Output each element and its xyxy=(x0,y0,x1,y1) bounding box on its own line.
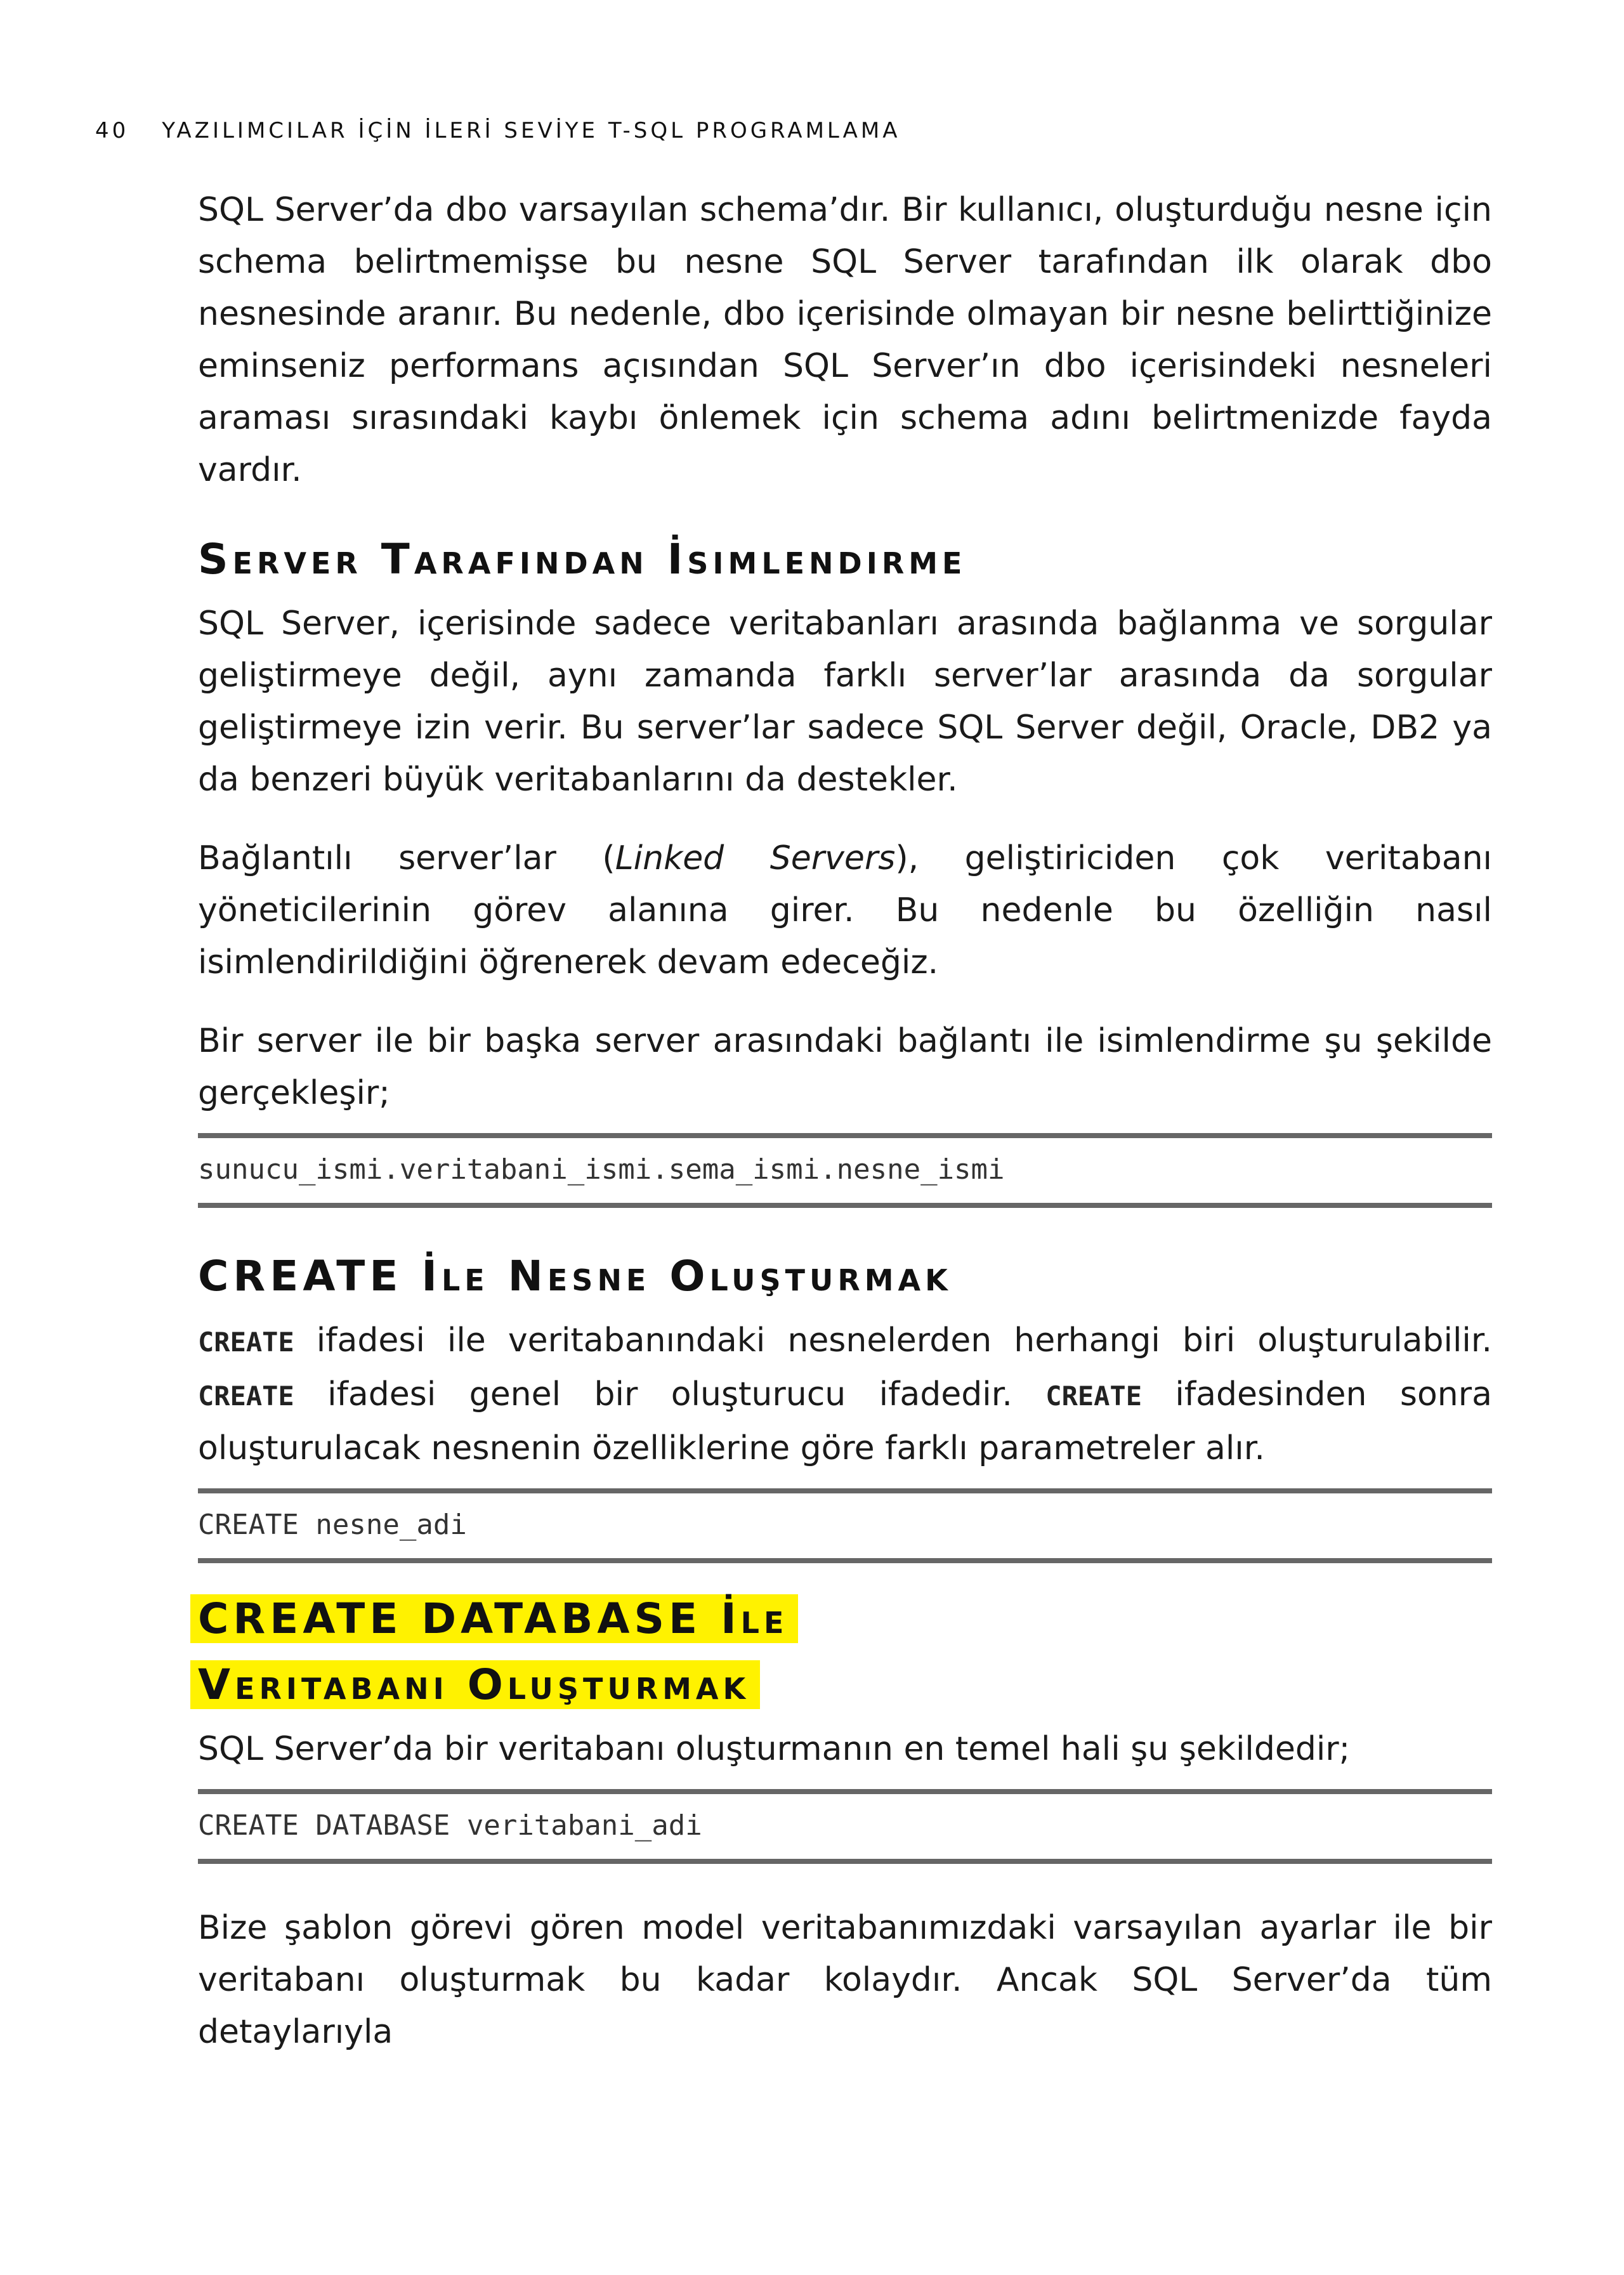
paragraph-text: ifadesi genel bir oluşturucu ifadedir. xyxy=(294,1375,1046,1413)
section-title-create-object: CREATE İle Nesne Oluşturmak xyxy=(198,1252,952,1301)
page-content xyxy=(198,184,1492,2085)
create-keyword: CREATE xyxy=(198,1327,294,1358)
paragraph-text: ), geliştiriciden çok veritabanı yöneticilerinin görev alanına girer. Bu nedenle bu özelliğin nasıl isimlendirildiğini öğrenerek devam edeceğiz. xyxy=(198,839,1492,981)
paragraph-text: Bağlantılı server’lar ( xyxy=(198,839,615,877)
server-naming-paragraph-2 xyxy=(198,832,1492,988)
code-block-server-naming: sunucu_ismi.veritabani_ismi.sema_ismi.nesne_ismi xyxy=(198,1133,1492,1208)
server-naming-paragraph-3: Bir server ile bir başka server arasındaki bağlantı ile isimlendirme şu şekilde gerçekleşir; xyxy=(198,1022,1492,1112)
intro-paragraph: SQL Server’da dbo varsayılan schema’dır. Bir kullanıcı, oluşturduğu nesne için schema belirtmemişse bu nesne SQL Server tarafından ilk olarak dbo nesnesinde aranır. Bu nedenle, dbo içerisinde olmayan bir nesne belirttiğinize eminseniz performans açısından SQL Server’ın dbo içerisindeki nesneleri araması sırasındaki kaybı önlemek için schema adını belirtmenizde fayda vardır. xyxy=(198,191,1492,489)
section-title-create-database xyxy=(190,1586,1492,1718)
linked-servers-term: Linked Servers xyxy=(615,839,896,877)
paragraph-text: ifadesi ile veritabanındaki nesnelerden herhangi biri oluşturulabilir. xyxy=(294,1321,1492,1360)
create-database-paragraph-2: Bize şablon görevi gören model veritabanımızdaki varsayılan ayarlar ile bir veritabanı oluşturmak bu kadar kolaydır. Ancak SQL Server’da tüm detaylarıyla xyxy=(198,1909,1492,2051)
code-block-create-object: CREATE nesne_adi xyxy=(198,1488,1492,1563)
create-database-paragraph-1: SQL Server’da bir veritabanı oluşturmanın en temel hali şu şekildedir; xyxy=(198,1730,1351,1768)
paragraph-text: ifadesinden sonra oluşturulacak nesnenin özelliklerine göre farklı parametreler alır. xyxy=(198,1375,1492,1467)
create-object-paragraph xyxy=(198,1315,1492,1474)
running-header xyxy=(95,118,900,143)
highlighted-title-line-2: Veritabanı Oluşturmak xyxy=(190,1660,760,1709)
code-block-create-database: CREATE DATABASE veritabani_adi xyxy=(198,1789,1492,1864)
server-naming-paragraph-1: SQL Server, içerisinde sadece veritabanları arasında bağlanma ve sorgular geliştirmeye değil, aynı zamanda farklı server’lar arasında da sorgular geliştirmeye izin verir. Bu server’lar sadece SQL Server değil, Oracle, DB2 ya da benzeri büyük veritabanlarını da destekler. xyxy=(198,605,1492,799)
book-title: YAZILIMCILAR İÇİN İLERİ SEVİYE T-SQL PROGRAMLAMA xyxy=(162,118,901,143)
highlighted-title-line-1: CREATE DATABASE İle xyxy=(190,1594,798,1643)
page-number: 40 xyxy=(95,118,129,143)
create-keyword: CREATE xyxy=(198,1380,294,1412)
section-title-server-naming: Server Tarafından İsimlendirme xyxy=(198,535,967,584)
create-keyword: CREATE xyxy=(1045,1380,1142,1412)
